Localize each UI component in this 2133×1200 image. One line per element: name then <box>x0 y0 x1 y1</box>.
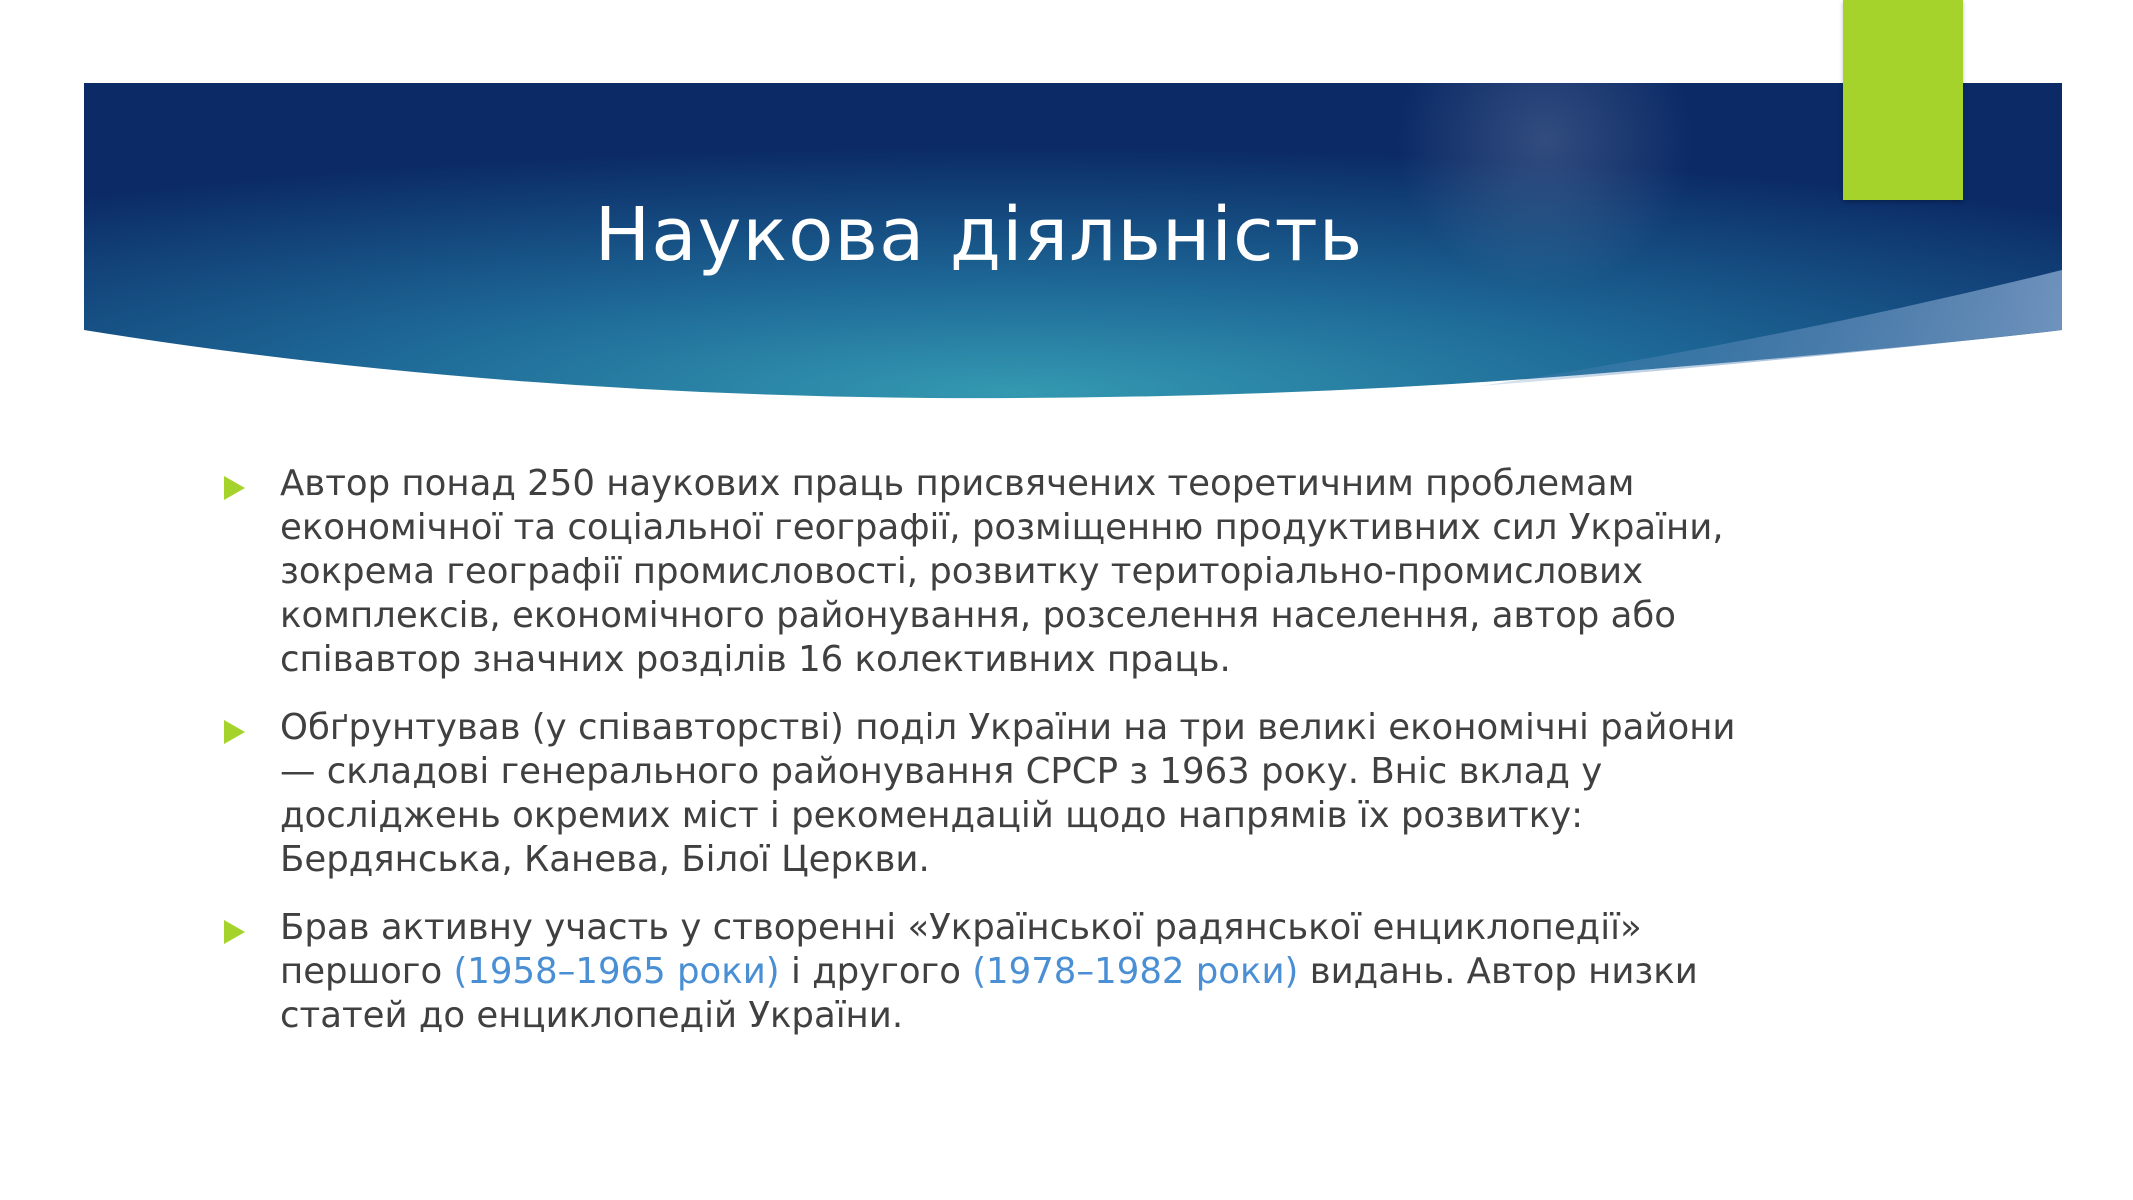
triangle-bullet-icon <box>222 706 280 750</box>
bullet-text <box>280 906 1782 1038</box>
bullet-item <box>222 906 1782 1038</box>
triangle-bullet-icon <box>222 906 280 950</box>
years-link-second-edition[interactable]: (1978–1982 роки) <box>972 951 1299 992</box>
bullet-text-part: Брав активну участь у створенні «Української радянської енциклопедії» першого <box>280 907 1642 992</box>
bullet-list <box>222 462 1782 1062</box>
accent-tab <box>1843 0 1963 200</box>
bullet-text: Автор понад 250 наукових праць присвячених теоретичним проблемам економічної та соціальної географії, розміщенню продуктивних сил України, зокрема географії промисловості, розвитку територіально-промислових комплексів, економічного районування, розселення населення, автор або співавтор значних розділів 16 колективних праць. <box>280 463 1724 680</box>
years-link-first-edition[interactable]: (1958–1965 роки) <box>453 951 780 992</box>
triangle-bullet-icon <box>222 462 280 506</box>
bullet-item <box>222 462 1782 682</box>
bullet-item <box>222 706 1782 882</box>
slide-title: Наукова діяльність <box>594 192 1364 278</box>
bullet-text-part: видань. Автор низки статей до енциклопедій України. <box>280 951 1698 1036</box>
bullet-text-part: і другого <box>779 951 973 992</box>
bullet-text: Обґрунтував (у співавторстві) поділ України на три великі економічні райони — складові генерального районування СРСР з 1963 року. Вніс вклад у досліджень окремих міст і рекомендацій щодо напрямів їх розвитку: Бердянська, Канева, Білої Церкви. <box>280 707 1736 880</box>
